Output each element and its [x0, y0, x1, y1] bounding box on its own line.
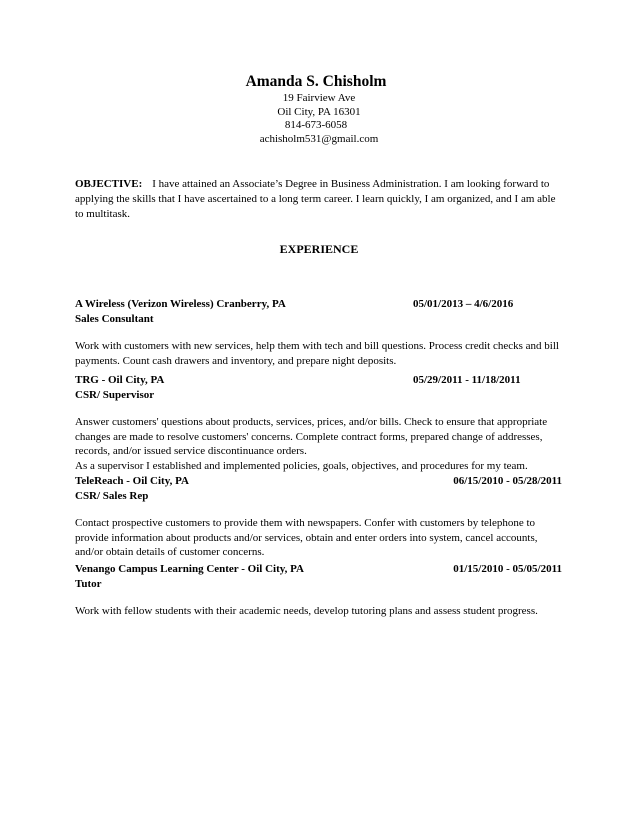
job-company: A Wireless (Verizon Wireless) Cranberry, PA — [75, 298, 286, 310]
job-title: CSR/ Sales Rep — [75, 490, 149, 502]
job-dates: 05/01/2013 – 4/6/2016 — [413, 298, 514, 310]
job-description-paragraph: Answer customers' questions about products, services, prices, and/or bills. Check to ensure that appropriate changes are made to resolve customers' concerns. Complete contract forms, prepared change of addresses, records, and/or issued service discontinuance orders. — [75, 416, 548, 457]
email-address: achisholm531@gmail.com — [259, 132, 379, 145]
job-description — [75, 415, 560, 473]
job-entry — [75, 562, 560, 619]
job-description-paragraph: Work with fellow students with their academic needs, develop tutoring plans and assess student progress. — [75, 605, 538, 617]
job-description — [75, 516, 560, 560]
job-company: Venango Campus Learning Center - Oil City, PA — [75, 563, 304, 575]
applicant-name: Amanda S. Chisholm — [245, 73, 387, 90]
job-description-paragraph: Work with customers with new services, help them with tech and bill questions. Process credit checks and bill payments. Count cash drawers and inventory, and prepare night deposits. — [75, 340, 559, 367]
job-description — [75, 604, 560, 619]
job-title: Tutor — [75, 578, 102, 590]
job-company: TRG - Oil City, PA — [75, 374, 165, 386]
job-company: TeleReach - Oil City, PA — [75, 475, 189, 487]
address-line-1: 19 Fairview Ave — [282, 92, 356, 104]
job-dates: 05/29/2011 - 11/18/2011 — [413, 374, 521, 386]
job-description — [75, 339, 560, 368]
job-description-paragraph: As a supervisor I established and implemented policies, goals, objectives, and procedures for my team. — [75, 459, 528, 472]
job-title: CSR/ Supervisor — [75, 389, 155, 401]
objective-text: I have attained an Associate’s Degree in Business Administration. I am looking forward to applying the skills that I have ascertained to a long term career. I learn quickly, I am organized, and I am able to multitask. — [75, 178, 556, 220]
job-description-paragraph: Contact prospective customers to provide them with newspapers. Confer with customers by telephone to provide information about products and/or services, obtain and enter orders into system, cancel accounts, and/or obtain details of customer concerns. — [75, 517, 538, 558]
job-dates: 01/15/2010 - 05/05/2011 — [453, 563, 562, 575]
job-title: Sales Consultant — [75, 313, 154, 325]
job-header-row — [75, 373, 560, 388]
job-entry — [75, 373, 560, 473]
phone-number: 814-673-6058 — [284, 119, 348, 131]
address-line-2: Oil City, PA 16301 — [277, 105, 361, 118]
job-header-row — [75, 297, 560, 312]
job-entry — [75, 297, 560, 368]
job-header-row — [75, 474, 560, 489]
job-header-row — [75, 562, 560, 577]
objective-section — [75, 177, 565, 222]
job-dates: 06/15/2010 - 05/28/2011 — [453, 475, 562, 487]
job-entry — [75, 474, 560, 560]
resume-header — [0, 72, 638, 146]
objective-label: OBJECTIVE: — [75, 178, 143, 190]
experience-heading: EXPERIENCE — [279, 242, 359, 256]
